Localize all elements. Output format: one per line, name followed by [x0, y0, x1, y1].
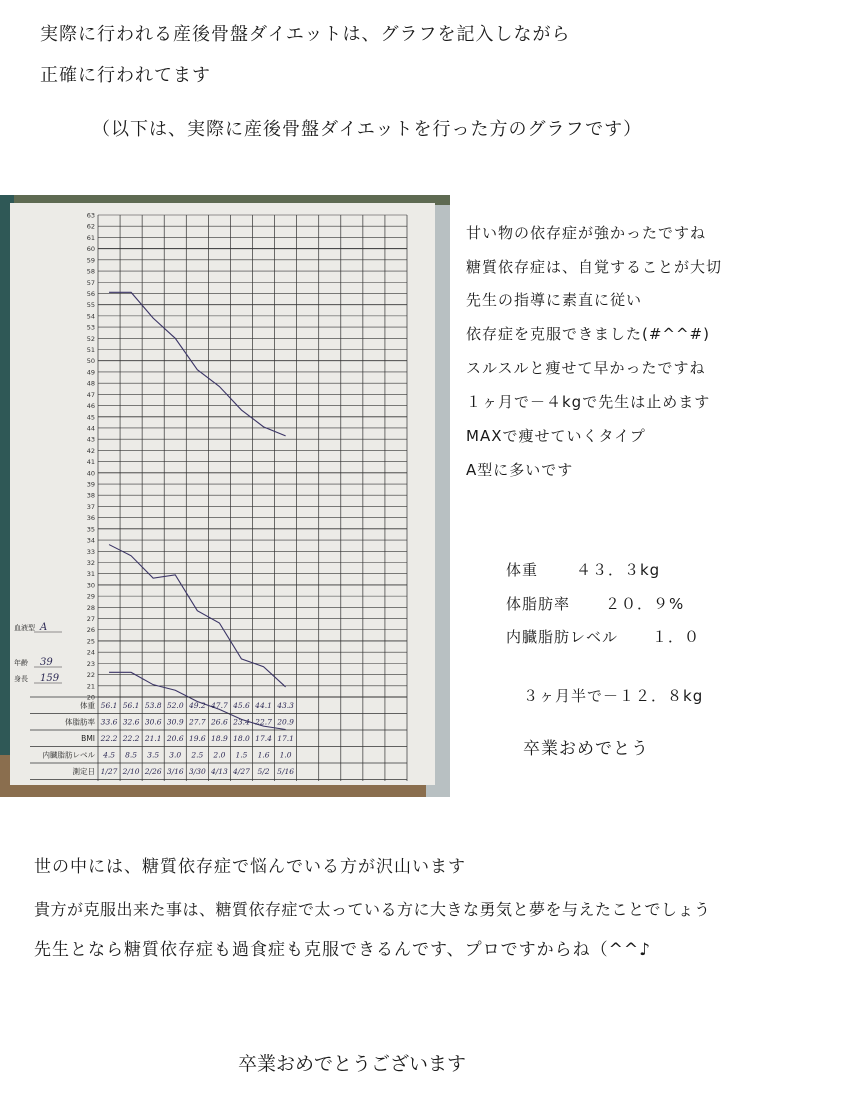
y-tick-label: 56 — [86, 289, 95, 298]
y-tick-label: 32 — [86, 558, 95, 567]
record-sheet — [10, 203, 435, 785]
profile-label: 血液型 — [14, 624, 35, 632]
y-tick-label: 57 — [86, 278, 95, 287]
weight-value: ４３．３kg — [576, 561, 661, 579]
table-cell-value: 56.1 — [100, 701, 118, 710]
y-tick-label: 53 — [86, 323, 95, 332]
table-cell-value: 26.6 — [211, 717, 228, 727]
y-tick-label: 31 — [86, 570, 95, 579]
weight-label: 体重 — [506, 561, 539, 579]
y-tick-label: 24 — [86, 648, 95, 657]
comment-line: 依存症を克服できました(#^^#) — [466, 325, 710, 343]
comment-line: １ヶ月で－４kgで先生は止めます — [466, 393, 711, 411]
table-cell-value: 8.5 — [125, 750, 138, 760]
intro-line-1: 実際に行われる産後骨盤ダイエットは、グラフを記入しながら — [40, 24, 571, 45]
table-cell-value: 3/30 — [188, 767, 206, 776]
table-cell-value: 32.6 — [122, 717, 140, 727]
profile-value: 159 — [40, 673, 60, 684]
table-row-label: 体重 — [80, 701, 95, 710]
profile-value: A — [40, 622, 48, 633]
result-summary: ３ヶ月半で－１２．８kg — [523, 687, 704, 705]
comment-line: 甘い物の依存症が強かったですね — [466, 224, 707, 242]
y-tick-label: 50 — [86, 357, 95, 366]
table-cell-value: 5/2 — [257, 767, 270, 776]
y-tick-label: 58 — [86, 267, 95, 276]
table-cell-value: 43.3 — [277, 701, 294, 710]
table-cell-value: 4.5 — [103, 750, 116, 760]
y-tick-label: 29 — [86, 592, 95, 601]
table-cell-value: 4/27 — [233, 767, 250, 776]
y-tick-label: 33 — [86, 547, 95, 556]
y-tick-label: 63 — [86, 211, 95, 220]
table-row-label: 体脂肪率 — [65, 717, 95, 727]
y-tick-label: 38 — [86, 491, 95, 500]
y-tick-label: 55 — [86, 301, 95, 310]
table-cell-value: 27.7 — [188, 717, 206, 727]
table-cell-value: 49.2 — [188, 701, 206, 710]
y-tick-label: 59 — [86, 256, 95, 265]
table-cell-value: 44.1 — [255, 701, 272, 710]
series-line-1 — [109, 292, 286, 435]
y-tick-label: 60 — [86, 245, 95, 254]
comment-line: 糖質依存症は、自覚することが大切 — [466, 258, 723, 276]
y-tick-label: 46 — [86, 402, 95, 411]
table-cell-value: 20.6 — [166, 734, 184, 743]
y-tick-label: 20 — [86, 693, 95, 702]
profile-label: 年齢 — [14, 659, 28, 667]
y-tick-label: 41 — [86, 458, 95, 467]
table-cell-value: 21.1 — [144, 734, 162, 743]
y-tick-label: 22 — [86, 671, 95, 680]
table-cell-value: 2.5 — [191, 750, 204, 760]
table-cell-value: 53.8 — [144, 701, 162, 710]
body-fat-label: 体脂肪率 — [506, 595, 571, 613]
y-tick-label: 49 — [86, 368, 95, 377]
y-tick-label: 43 — [86, 435, 95, 444]
table-cell-value: 33.6 — [100, 717, 118, 727]
y-tick-label: 48 — [86, 379, 95, 388]
y-tick-label: 30 — [86, 581, 95, 590]
profile-value: 39 — [40, 657, 53, 668]
graph-sheet-photo — [0, 195, 450, 797]
table-cell-value: 3.5 — [147, 750, 160, 760]
y-tick-label: 39 — [86, 480, 95, 489]
y-tick-label: 26 — [86, 626, 95, 635]
y-tick-label: 52 — [86, 334, 95, 343]
comment-line: スルスルと痩せて早かったですね — [466, 359, 706, 377]
table-cell-value: 22.7 — [255, 717, 272, 727]
table-cell-value: 1.0 — [279, 750, 292, 760]
y-tick-label: 25 — [86, 637, 95, 646]
table-cell-value: 23.4 — [233, 717, 250, 727]
table-cell-value: 19.6 — [188, 734, 206, 743]
table-cell-value: 20.9 — [277, 717, 294, 727]
y-tick-label: 44 — [86, 424, 95, 433]
y-tick-label: 27 — [86, 615, 95, 624]
table-cell-value: 1/27 — [100, 767, 118, 776]
closing-line-1: 世の中には、糖質依存症で悩んでいる方が沢山います — [34, 857, 466, 877]
table-cell-value: 2.0 — [213, 750, 226, 760]
y-tick-label: 51 — [86, 346, 95, 355]
final-message: 卒業おめでとうございます — [238, 1053, 467, 1075]
table-row-label: 測定日 — [72, 767, 95, 776]
table-cell-value: 17.1 — [277, 734, 294, 743]
y-tick-label: 21 — [86, 682, 95, 691]
closing-line-2: 貴方が克服出来た事は、糖質依存症で太っている方に大きな勇気と夢を与えたことでしょう — [34, 900, 711, 919]
table-cell-value: 45.6 — [233, 701, 250, 710]
comment-line: A型に多いです — [466, 461, 574, 479]
table-cell-value: 30.6 — [144, 717, 162, 727]
y-tick-label: 42 — [86, 446, 95, 455]
closing-line-3: 先生となら糖質依存症も過食症も克服できるんです、プロですからね（^^♪ — [34, 940, 651, 960]
weight-chart — [10, 203, 435, 785]
y-tick-label: 37 — [86, 502, 95, 511]
visceral-value: １．０ — [652, 628, 701, 646]
comment-line: 先生の指導に素直に従い — [466, 291, 643, 309]
profile-label: 身長 — [14, 675, 28, 683]
table-cell-value: 47.7 — [211, 701, 228, 710]
y-tick-label: 47 — [86, 390, 95, 399]
table-cell-value: 2/26 — [144, 767, 162, 776]
y-tick-label: 23 — [86, 659, 95, 668]
y-tick-label: 54 — [86, 312, 95, 321]
y-tick-label: 45 — [86, 413, 95, 422]
table-row-label: BMI — [81, 734, 95, 743]
y-tick-label: 35 — [86, 525, 95, 534]
table-row-label: 内臓脂肪レベル — [42, 750, 95, 760]
table-cell-value: 22.2 — [122, 734, 140, 743]
table-cell-value: 4/13 — [210, 767, 228, 776]
table-cell-value: 17.4 — [255, 734, 272, 743]
y-tick-label: 40 — [86, 469, 95, 478]
intro-line-2: 正確に行われてます — [40, 65, 211, 86]
table-cell-value: 3.0 — [169, 750, 182, 760]
intro-line-3: （以下は、実際に産後骨盤ダイエットを行った方のグラフです） — [92, 119, 643, 140]
body-fat-value: ２０．９% — [605, 595, 685, 613]
table-cell-value: 22.2 — [100, 734, 118, 743]
table-cell-value: 1.6 — [257, 750, 270, 760]
table-cell-value: 30.9 — [166, 717, 184, 727]
y-tick-label: 36 — [86, 514, 95, 523]
table-cell-value: 1.5 — [235, 750, 248, 760]
table-cell-value: 52.0 — [166, 701, 184, 710]
y-tick-label: 34 — [86, 536, 95, 545]
table-cell-value: 2/10 — [122, 767, 140, 776]
visceral-label: 内臓脂肪レベル — [506, 628, 619, 646]
table-cell-value: 5/16 — [277, 767, 295, 776]
table-cell-value: 18.0 — [233, 734, 250, 743]
y-tick-label: 61 — [86, 233, 95, 242]
table-cell-value: 18.9 — [211, 734, 228, 743]
y-tick-label: 28 — [86, 603, 95, 612]
congrats-text: 卒業おめでとう — [523, 739, 649, 759]
y-tick-label: 62 — [86, 222, 95, 231]
series-line-2 — [109, 545, 286, 687]
table-cell-value: 3/16 — [166, 767, 184, 776]
comment-line: MAXで痩せていくタイプ — [466, 427, 646, 445]
table-cell-value: 56.1 — [122, 701, 140, 710]
